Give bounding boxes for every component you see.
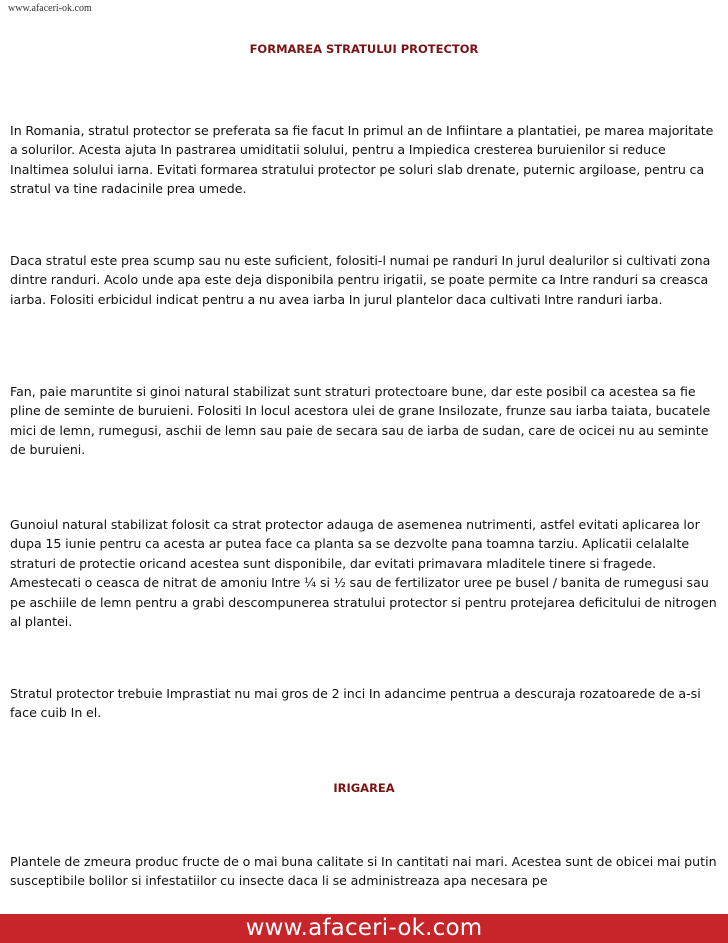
footer-url: www.afaceri-ok.com <box>245 915 483 941</box>
footer-banner <box>0 914 728 943</box>
section-title-formarea: FORMAREA STRATULUI PROTECTOR <box>249 42 479 56</box>
paragraph-3: Fan, paie maruntite si ginoi natural stabilizat sunt straturi protectoare bune, dar este posibil ca acestea sa fie pline de seminte de buruieni. Folositi In locul acestora ulei de grane Insilozate, frunze sau iarba taiata, bucatele mici de lemn, rumegusi, aschii de lemn sau paie de secara sau de iarba de sudan, care de ocicei nu au seminte de buruieni. <box>10 384 711 458</box>
paragraph-1: In Romania, stratul protector se preferata sa fie facut In primul an de Infiintare a plantatiei, pe marea majoritate a solurilor. Acesta ajuta In pastrarea umiditatii solului, pentru a Impiedica cresterea buruienilor si reduce Inaltimea solului iarna. Evitati formarea stratului protector pe soluri slab drenate, puternic argiloase, pentru ca stratul va tine radacinile prea umede. <box>10 123 714 197</box>
section-title-irigarea: IRIGAREA <box>333 781 395 795</box>
paragraph-6: Plantele de zmeura produc fructe de o mai buna calitate si In cantitati nai mari. Acestea sunt de obicei mai putin susceptibile bolilor si infestatiilor cu insecte daca li se administreaza apa necesara pe <box>10 854 717 889</box>
paragraph-4: Gunoiul natural stabilizat folosit ca strat protector adauga de asemenea nutrimenti, astfel evitati aplicarea lor dupa 15 iunie pentru ca acesta ar putea face ca planta sa se dezvolte pana toamna tarziu. Aplicatii celalalte straturi de protectie oricand acestea sunt disponibile, dar evitati primavara mladitele tinere si fragede. Amestecati o ceasca de nitrat de amoniu Intre ¼ si ½ sau de fertilizator uree pe busel / banita de rumegusi sau pe aschiile de lemn pentru a grabi descompunerea stratului protector si pentru protejarea deficitului de nitrogen al plantei. <box>10 517 717 630</box>
paragraph-2: Daca stratul este prea scump sau nu este suficient, folositi-l numai pe randuri In jurul dealurilor si cultivati zona dintre randuri. Acolo unde apa este deja disponibila pentru irigatii, se poate permite ca Intre randuri sa creasca iarba. Folositi erbicidul indicat pentru a nu avea iarba In jurul plantelor daca cultivati Intre randuri iarba. <box>10 253 711 307</box>
header-url: www.afaceri-ok.com <box>8 3 92 14</box>
paragraph-5: Stratul protector trebuie Imprastiat nu mai gros de 2 inci In adancime pentrua a descuraja rozatoarede de a-si face cuib In el. <box>10 686 701 721</box>
